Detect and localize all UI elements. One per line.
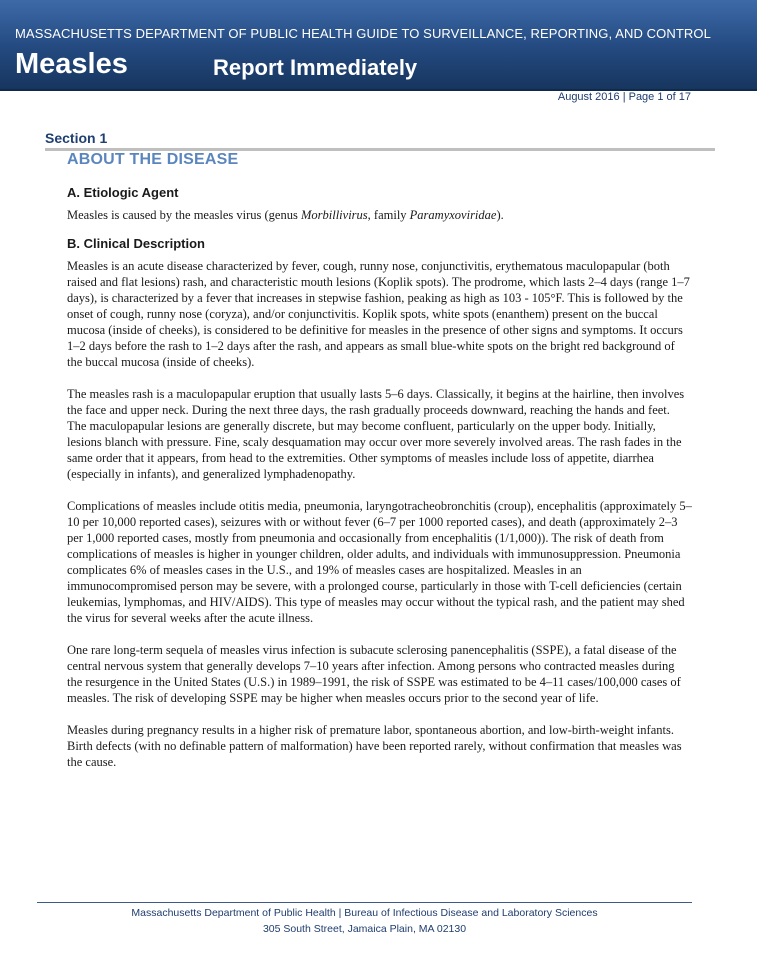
family-name: Paramyxoviridae [409, 208, 497, 222]
section-label: Section 1 [45, 130, 108, 146]
section-title: ABOUT THE DISEASE [67, 151, 239, 168]
footer-address: 305 South Street, Jamaica Plain, MA 02130 [262, 923, 467, 935]
etiologic-text-2: , family [367, 208, 410, 222]
clinical-paragraph-1: Measles is an acute disease characterized by fever, cough, runny nose, conjunctivitis, erythematous maculopapular (both raised and flat lesions) rash, and characteristic mouth lesions (Koplik spots). The prodrome, which lasts 2–4 days (range 1–7 days), is characterized by a fever that increases in stepwise fashion, peaking as high as 103 - 105°F. This is followed by the onset of cough, runny nose (coryza), and/or conjunctivitis. Koplik spots, white spots (enanthem) present on the buccal mucosa (inside of cheeks), is considered to be definitive for measles in the presence of other signs and symptoms. It occurs 1–2 days before the rash to 1–2 days after the rash, and appears as small blue-white spots on the bright red background of the buccal mucosa (inside of cheeks). [67, 259, 690, 369]
footer-divider [37, 902, 692, 903]
footer-org: Massachusetts Department of Public Health | Bureau of Infectious Disease and Laboratory Sciences [131, 907, 598, 919]
genus-name: Morbillivirus [300, 208, 368, 222]
clinical-paragraph-4: One rare long-term sequela of measles virus infection is subacute sclerosing panencephalitis (SSPE), a fatal disease of the central nervous system that generally develops 7–10 years after infection. Among persons who contracted measles during the resurgence in the United States (U.S.) in 1989–1991, the risk of SSPE was estimated to be 4–11 cases/100,000 cases of measles. The risk of developing SSPE may be higher when measles occurs prior to the second year of life. [67, 643, 681, 705]
document-title: Measles [15, 48, 128, 80]
clinical-paragraph-5: Measles during pregnancy results in a higher risk of premature labor, spontaneous abortion, and low-birth-weight infants. Birth defects (with no definable pattern of malformation) have been reported rarely, without confirmation that measles was the cause. [67, 723, 682, 769]
document-subtitle: Report Immediately [213, 55, 418, 80]
etiologic-agent-paragraph [67, 207, 692, 223]
document-body [67, 184, 692, 786]
etiologic-text-3: ). [496, 208, 504, 222]
header-org: MASSACHUSETTS DEPARTMENT OF PUBLIC HEALTH GUIDE TO SURVEILLANCE, REPORTING, AND CONTROL [15, 26, 711, 41]
clinical-paragraph-3: Complications of measles include otitis media, pneumonia, laryngotracheobronchitis (croup), encephalitis (approximately 5–10 per 10,000 reported cases), seizures with or without fever (6–7 per 1000 reported cases), and death (approximately 2–3 per 1,000 reported cases, mostly from pneumonia and occasionally from encephalitis (1/1,000)). The risk of death from complications of measles is higher in younger children, older adults, and individuals with immunosuppression. Pneumonia complicates 6% of measles cases in the U.S., and 19% of measles cases are hospitalized. Measles in an immunocompromised person may be severe, with a prolonged course, particularly in those with T-cell deficiencies (certain leukemias, lymphomas, and HIV/AIDS). This type of measles may occur without the typical rash, and the patient may shed the virus for several weeks after the acute illness. [67, 499, 692, 625]
clinical-paragraph-2: The measles rash is a maculopapular eruption that usually lasts 5–6 days. Classically, it begins at the hairline, then involves the face and upper neck. During the next three days, the rash gradually proceeds downward, reaching the hands and feet. The maculopapular lesions are generally discrete, but may become confluent, particularly on the upper body. Initially, lesions blanch with pressure. Fine, scaly desquamation may occur over more severely involved areas. The rash fades in the same order that it appears, from head to the extremities. Other symptoms of measles include loss of appetite, diarrhea (especially in infants), and generalized lymphadenopathy. [67, 387, 685, 481]
subheading-clinical-description: B. Clinical Description [67, 236, 205, 251]
header-banner [0, 0, 757, 91]
subheading-etiologic-agent: A. Etiologic Agent [67, 185, 179, 200]
page-info: August 2016 | Page 1 of 17 [557, 91, 691, 103]
etiologic-text-1: Measles is caused by the measles virus (genus [67, 208, 301, 222]
